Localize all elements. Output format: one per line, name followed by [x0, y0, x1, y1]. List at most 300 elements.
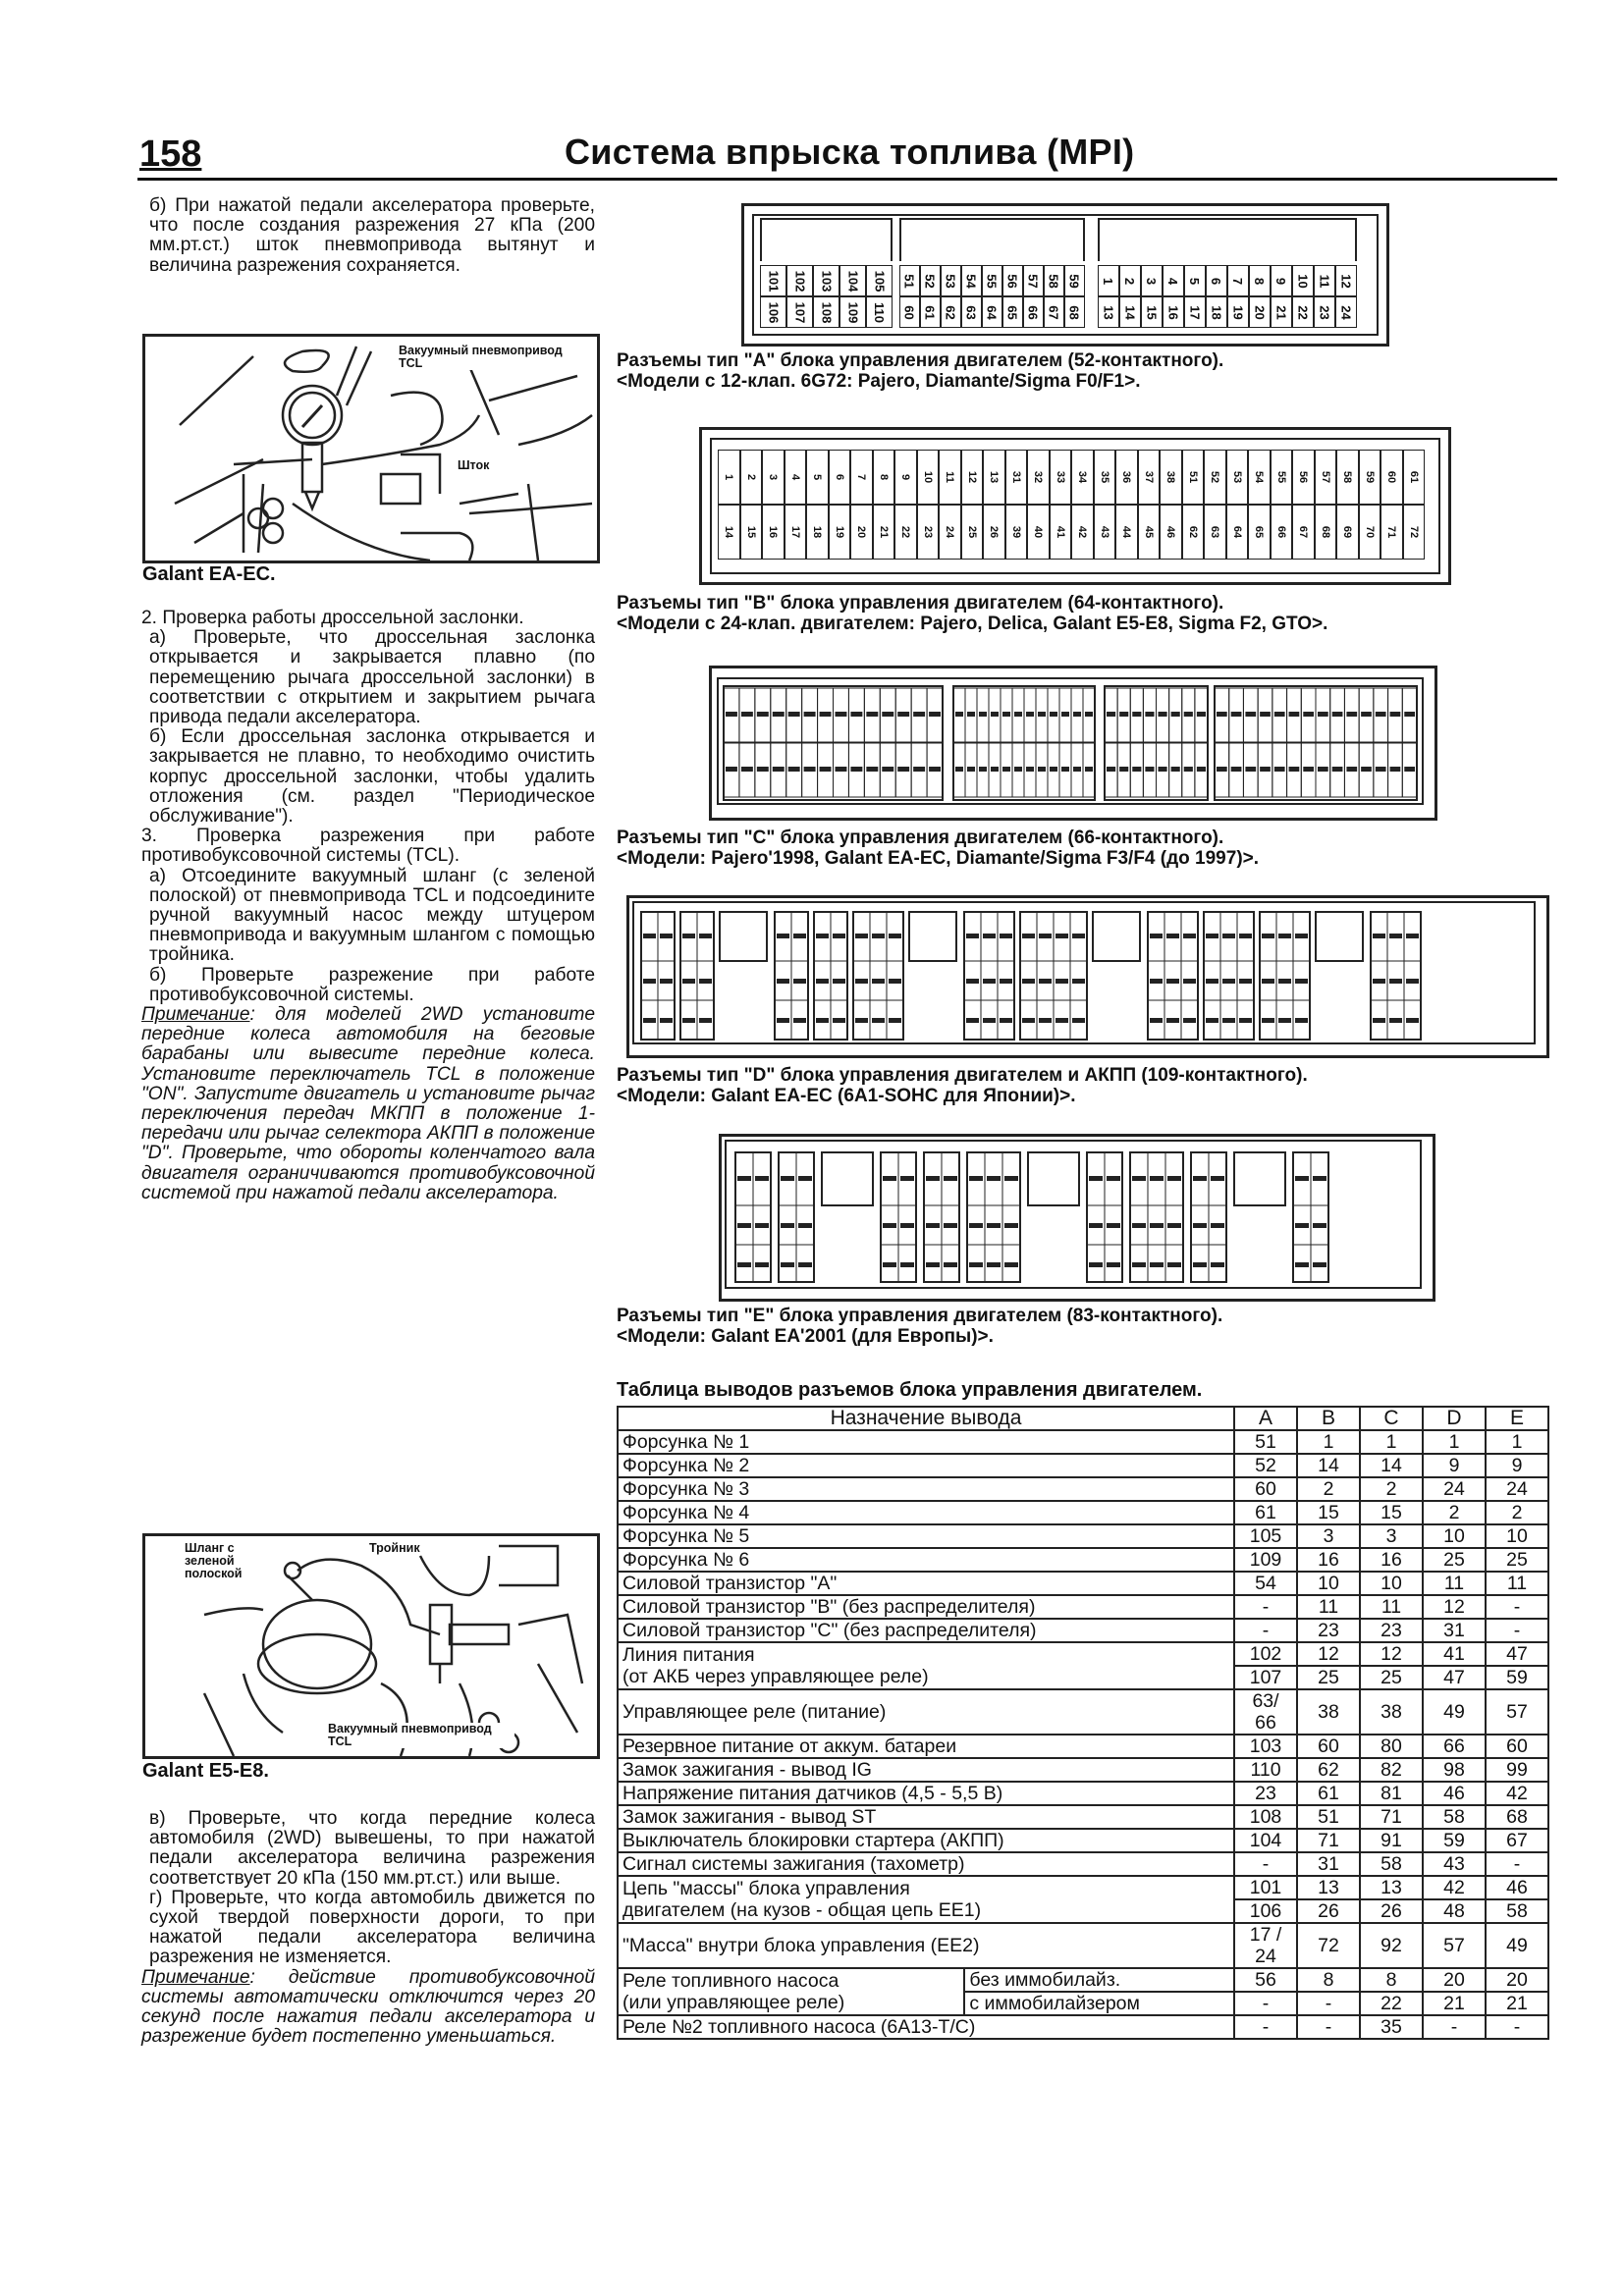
pin-number-mark	[1295, 979, 1308, 984]
pin-number-mark	[1000, 934, 1012, 938]
pin-value-c: 92	[1360, 1923, 1423, 1968]
pin-number-mark	[1184, 712, 1193, 717]
pin-number: 32	[1032, 470, 1045, 484]
connector-pin	[762, 505, 785, 560]
pin-number-mark	[991, 712, 999, 717]
pin-purpose: Форсунка № 4	[618, 1501, 1234, 1524]
pin-number-mark	[1022, 979, 1035, 984]
pin-number-mark	[1014, 767, 1022, 772]
pin-purpose: Форсунка № 3	[618, 1477, 1234, 1501]
table-row	[618, 1430, 1548, 1454]
pin-value-e: 99	[1486, 1758, 1548, 1782]
pin-number-mark	[1183, 1018, 1196, 1023]
pin-number-mark	[1004, 1176, 1018, 1181]
connector-pin	[785, 450, 807, 505]
connector-pin	[1098, 296, 1119, 328]
pin-number-mark	[1184, 767, 1193, 772]
pin-number-mark	[872, 934, 885, 938]
pin-number: 14	[1122, 304, 1138, 320]
pin-number: 6	[1209, 277, 1224, 285]
pin-number-mark	[955, 767, 963, 772]
pin-number-mark	[1211, 1262, 1224, 1267]
connector-pin	[1380, 450, 1403, 505]
pin-value-e: 60	[1486, 1735, 1548, 1758]
pin-number-mark	[1373, 934, 1385, 938]
pin-number: 11	[944, 471, 956, 483]
connector-pin	[894, 450, 917, 505]
pin-value-a: 110	[1234, 1758, 1297, 1782]
pin-number: 54	[1253, 470, 1266, 484]
connector-pin	[1050, 505, 1072, 560]
pin-value-a: 108	[1234, 1805, 1297, 1829]
pin-number: 52	[1209, 470, 1221, 484]
pin-number-mark	[1038, 712, 1046, 717]
pin-number: 68	[1067, 304, 1082, 320]
pin-number-mark	[944, 1176, 957, 1181]
pin-number-mark	[855, 934, 868, 938]
connector-blank-slot	[720, 912, 767, 961]
pin-number: 37	[1142, 470, 1155, 484]
pin-number-mark	[773, 712, 785, 717]
pin-value-e: 47	[1486, 1642, 1548, 1666]
column-header-d: D	[1423, 1407, 1486, 1430]
note-2wd	[141, 1005, 595, 1203]
connector-pin	[920, 296, 941, 328]
connector-pin	[1115, 450, 1138, 505]
figure-galant-ea-ec	[142, 334, 600, 563]
pin-number-mark	[883, 1262, 896, 1267]
pin-value-e: -	[1486, 1595, 1548, 1619]
pin-number: 46	[1164, 525, 1177, 539]
paragraph-throttle-a: а) Проверьте, что дроссельная заслонка открывается и закрывается плавно (по перемещению рычага дроссельной заслонки) в соответствии с открытием и закрытием рычага привода педали акселератора.	[149, 627, 595, 728]
table-row	[618, 1735, 1548, 1758]
pin-value-d: 59	[1423, 1829, 1486, 1852]
pin-value-a: 104	[1234, 1829, 1297, 1852]
pin-number-mark	[1073, 767, 1081, 772]
pin-number-mark	[1072, 1018, 1085, 1023]
pin-value-c: 15	[1360, 1501, 1423, 1524]
pin-number-mark	[1404, 767, 1415, 772]
pin-number-mark	[1150, 1018, 1163, 1023]
pin-value-c: 71	[1360, 1805, 1423, 1829]
connector-pin	[1119, 265, 1141, 296]
pin-number: 7	[855, 473, 868, 481]
connector-pin	[1271, 265, 1292, 296]
pin-number-mark	[1239, 1018, 1252, 1023]
pin-value-d: 58	[1423, 1805, 1486, 1829]
pin-number: 62	[1186, 525, 1199, 539]
pin-value-d: 12	[1423, 1595, 1486, 1619]
pin-value-b: 13	[1297, 1876, 1360, 1899]
pin-number-mark	[793, 934, 806, 938]
pin-number-mark	[816, 979, 829, 984]
pin-number: 31	[1009, 470, 1022, 484]
note-label: Примечание	[141, 1966, 250, 1988]
pin-value-e: 67	[1486, 1829, 1548, 1852]
pin-value-b: 62	[1297, 1758, 1360, 1782]
pin-number-mark	[1107, 1223, 1120, 1228]
pin-number: 63	[1209, 525, 1221, 539]
connector-pin	[1204, 450, 1226, 505]
pin-number-mark	[788, 767, 800, 772]
connector-pin	[740, 450, 763, 505]
pin-number-mark	[1303, 712, 1314, 717]
connector-d-pin-grid	[629, 898, 1541, 1049]
pin-number-mark	[1318, 712, 1328, 717]
pin-number: 3	[767, 473, 780, 481]
pin-purpose: Управляющее реле (питание)	[618, 1689, 1234, 1735]
pin-sub-purpose: без иммобилайз.	[964, 1968, 1234, 1992]
pin-value-b: 2	[1297, 1477, 1360, 1501]
connector-pin	[1315, 505, 1337, 560]
pin-value-e: 9	[1486, 1454, 1548, 1477]
pin-number-mark	[1295, 934, 1308, 938]
connector-pin	[939, 450, 961, 505]
pin-number-mark	[855, 979, 868, 984]
pin-number: 108	[818, 301, 834, 323]
table-row	[618, 1501, 1548, 1524]
pin-purpose: Силовой транзистор "В" (без распределителя)	[618, 1595, 1234, 1619]
connector-pin	[1314, 265, 1335, 296]
pin-number: 67	[1297, 525, 1310, 539]
pin-number-mark	[1406, 1018, 1419, 1023]
pin-number-mark	[1004, 1223, 1018, 1228]
connector-pin	[1160, 450, 1182, 505]
caption-line: Разъемы тип "D" блока управления двигателем и АКПП (109-контактного).	[617, 1065, 1308, 1086]
pin-number: 56	[1297, 470, 1310, 484]
pin-number-mark	[983, 934, 996, 938]
pin-value-b: 72	[1297, 1923, 1360, 1968]
connector-pin	[762, 450, 785, 505]
pin-number-mark	[798, 1262, 812, 1267]
pin-number: 57	[1319, 470, 1331, 484]
pin-number-mark	[1303, 767, 1314, 772]
pin-number-mark	[777, 934, 789, 938]
pin-number: 12	[1338, 273, 1354, 289]
pin-value-d: 31	[1423, 1619, 1486, 1642]
pin-number-mark	[781, 1262, 794, 1267]
pin-number-mark	[798, 1176, 812, 1181]
pin-number: 63	[964, 304, 979, 320]
table-row	[618, 1758, 1548, 1782]
pin-number: 8	[877, 473, 890, 481]
engine-illustration-1	[145, 337, 597, 561]
table-header-row	[618, 1407, 1548, 1430]
pin-number-mark	[699, 934, 712, 938]
connector-pin	[899, 296, 920, 328]
pin-value-d: 49	[1423, 1689, 1486, 1735]
pin-number-mark	[726, 767, 737, 772]
connector-pin	[806, 505, 829, 560]
pin-number-mark	[1132, 1223, 1146, 1228]
pin-number-mark	[883, 1176, 896, 1181]
pin-number-mark	[1166, 979, 1179, 984]
pin-number-mark	[737, 1262, 751, 1267]
caption-line: Разъемы тип "С" блока управления двигателем (66-контактного).	[617, 828, 1224, 848]
pin-number: 58	[1341, 470, 1354, 484]
pin-number-mark	[987, 1262, 1001, 1267]
pin-number-mark	[966, 979, 979, 984]
pin-value-a: 106	[1234, 1899, 1297, 1923]
pin-number-mark	[737, 1223, 751, 1228]
pin-value-d: 1	[1423, 1430, 1486, 1454]
connector-pin	[1064, 265, 1085, 296]
connector-pin	[1271, 450, 1293, 505]
pin-value-b: 1	[1297, 1430, 1360, 1454]
pin-number-mark	[836, 712, 847, 717]
pin-table-title: Таблица выводов разъемов блока управления двигателем.	[617, 1379, 1203, 1401]
pin-number-mark	[1089, 1223, 1103, 1228]
section-tcl-continued	[141, 1809, 595, 2047]
pin-number: 22	[1295, 304, 1311, 320]
pin-value-a: -	[1234, 1852, 1297, 1876]
connector-pin	[1115, 505, 1138, 560]
pin-number-mark	[757, 767, 769, 772]
pin-number-mark	[955, 712, 963, 717]
pin-number: 59	[1363, 470, 1376, 484]
pin-number-mark	[913, 767, 925, 772]
pin-number-mark	[1313, 1176, 1326, 1181]
pin-number: 23	[921, 525, 934, 539]
pin-number-mark	[1159, 712, 1167, 717]
pin-number-mark	[1085, 767, 1093, 772]
pin-number-mark	[850, 712, 862, 717]
pin-value-c: 82	[1360, 1758, 1423, 1782]
pin-value-c: 81	[1360, 1782, 1423, 1805]
connector-pin	[1002, 265, 1023, 296]
connector-pin	[1094, 450, 1116, 505]
pin-number: 61	[1407, 470, 1420, 484]
pin-number-mark	[1211, 1176, 1224, 1181]
caption-line: Разъемы тип "В" блока управления двигателем (64-контактного).	[617, 593, 1224, 614]
pin-number-mark	[1171, 712, 1180, 717]
pin-value-b: 8	[1297, 1968, 1360, 1992]
connector-blank-slot	[1093, 912, 1140, 961]
connector-type-b	[699, 427, 1451, 585]
connector-pin	[1163, 296, 1184, 328]
pin-number: 13	[988, 470, 1001, 484]
pin-number-mark	[755, 1262, 769, 1267]
connector-pin	[829, 450, 851, 505]
pin-number-mark	[1373, 979, 1385, 984]
pin-purpose: Напряжение питания датчиков (4,5 - 5,5 В)	[618, 1782, 1234, 1805]
pin-number-mark	[1002, 712, 1010, 717]
connector-pin	[1206, 265, 1227, 296]
connector-pin	[1071, 505, 1094, 560]
pin-number: 21	[877, 525, 890, 539]
pin-value-c: 22	[1360, 1992, 1423, 2015]
pin-number-mark	[883, 1223, 896, 1228]
pin-number-mark	[926, 1262, 940, 1267]
pin-number-mark	[866, 767, 878, 772]
pin-number-mark	[773, 767, 785, 772]
pin-number-mark	[1222, 1018, 1235, 1023]
pin-purpose	[618, 1642, 1234, 1689]
pin-number-mark	[699, 1018, 712, 1023]
pin-number-mark	[1061, 767, 1069, 772]
page-number: 158	[139, 133, 202, 175]
connector-pin	[813, 265, 839, 296]
pin-purpose	[618, 1968, 964, 2015]
pin-number-mark	[820, 712, 832, 717]
connector-pin	[1141, 296, 1163, 328]
connector-type-a	[741, 203, 1389, 347]
callout-tee: Тройник	[369, 1541, 420, 1555]
connector-type-c	[709, 666, 1437, 821]
pin-value-b: 31	[1297, 1852, 1360, 1876]
pin-number-mark	[1039, 979, 1052, 984]
connector-pin	[1227, 265, 1249, 296]
pin-number-mark	[1145, 712, 1154, 717]
pin-number-mark	[1217, 767, 1227, 772]
pin-number-mark	[777, 979, 789, 984]
pin-number: 68	[1319, 525, 1331, 539]
pin-number-mark	[966, 934, 979, 938]
pin-number-mark	[1197, 712, 1206, 717]
connector-pin	[1138, 505, 1161, 560]
pin-number-mark	[1073, 712, 1081, 717]
paragraph-text: б) При нажатой педали акселератора проверьте, что после создания разрежения 27 кПа (200 мм.рт.ст.) шток пневмопривода вытянут и величина разрежения сохраняется.	[149, 195, 595, 276]
pin-number: 105	[871, 270, 887, 292]
pin-number-mark	[781, 1223, 794, 1228]
connector-pin	[1380, 505, 1403, 560]
pin-number-mark	[816, 934, 829, 938]
connector-pin	[961, 265, 982, 296]
pin-number: 64	[1230, 525, 1243, 539]
pin-number-mark	[889, 979, 901, 984]
pin-value-d: 47	[1423, 1666, 1486, 1689]
pin-number-mark	[1039, 934, 1052, 938]
connector-key-slot	[1098, 218, 1357, 261]
pin-number-mark	[1183, 979, 1196, 984]
pin-number-mark	[900, 1262, 914, 1267]
pin-number: 17	[1187, 304, 1203, 320]
pin-number-mark	[983, 1018, 996, 1023]
pin-value-b: -	[1297, 1992, 1360, 2015]
connector-pin	[1226, 505, 1249, 560]
pin-number: 1	[1101, 277, 1116, 285]
pin-assignment-table	[617, 1406, 1549, 2040]
pin-number-mark	[643, 1018, 656, 1023]
connector-pin	[983, 505, 1005, 560]
pin-value-a: 102	[1234, 1642, 1297, 1666]
pin-number-mark	[1193, 1262, 1207, 1267]
pin-number: 52	[923, 273, 938, 289]
pin-number: 54	[964, 273, 979, 289]
pin-purpose: Резервное питание от аккум. батареи	[618, 1735, 1234, 1758]
connector-pin	[1248, 505, 1271, 560]
connector-pin	[1292, 296, 1314, 328]
connector-pin	[839, 265, 866, 296]
pin-number: 67	[1047, 304, 1061, 320]
pin-number-mark	[1260, 767, 1271, 772]
pin-number: 16	[767, 525, 780, 539]
figure-caption-galant-e5-e8: Galant E5-E8.	[142, 1760, 269, 1782]
pin-value-c: 25	[1360, 1666, 1423, 1689]
pin-number-mark	[737, 1176, 751, 1181]
connector-pin	[1249, 265, 1271, 296]
connector-pin	[899, 265, 920, 296]
pin-number-mark	[944, 1223, 957, 1228]
connector-pin	[1098, 265, 1119, 296]
pin-value-b: 15	[1297, 1501, 1360, 1524]
connector-type-d	[626, 895, 1549, 1058]
connector-pin	[917, 505, 940, 560]
pin-number-mark	[833, 934, 845, 938]
pin-number: 5	[811, 473, 824, 481]
pin-value-d: 21	[1423, 1992, 1486, 2015]
pin-number-mark	[969, 1176, 983, 1181]
pin-number-mark	[1107, 1262, 1120, 1267]
pin-value-e: 11	[1486, 1572, 1548, 1595]
pin-number-mark	[872, 1018, 885, 1023]
pin-number-mark	[755, 1223, 769, 1228]
connector-pin	[1292, 265, 1314, 296]
connector-pin	[1044, 296, 1064, 328]
connector-blank-slot	[909, 912, 956, 961]
pin-value-e: -	[1486, 2015, 1548, 2039]
pin-number-mark	[1119, 767, 1128, 772]
connector-pin	[786, 265, 813, 296]
pin-number: 2	[1122, 277, 1138, 285]
pin-number-mark	[1389, 1018, 1402, 1023]
caption-line: <Модели с 24-клап. двигателем: Pajero, Delica, Galant E5-E8, Sigma F2, GTO>.	[617, 614, 1328, 634]
paragraph-throttle-b: б) Если дроссельная заслонка открывается и закрывается не плавно, то необходимо очистить корпус дроссельной заслонки, чтобы удалить отложения (см. раздел "Периодическое обслуживание").	[149, 726, 595, 828]
table-row	[618, 1477, 1548, 1501]
column-header-e: E	[1486, 1407, 1548, 1430]
pin-value-a: -	[1234, 1992, 1297, 2015]
connector-pin	[866, 265, 893, 296]
pin-number: 41	[1054, 525, 1066, 539]
pin-number-mark	[1239, 934, 1252, 938]
connector-d-caption	[617, 1065, 1559, 1106]
pin-number-mark	[1361, 712, 1372, 717]
pin-number: 101	[765, 270, 781, 292]
pin-number-mark	[1132, 1176, 1146, 1181]
pin-number-mark	[726, 712, 737, 717]
pin-number: 110	[871, 301, 887, 323]
table-row	[618, 1619, 1548, 1642]
pin-number-mark	[699, 979, 712, 984]
pin-purpose: Выключатель блокировки стартера (АКПП)	[618, 1829, 1234, 1852]
pin-number: 55	[985, 273, 1000, 289]
pin-number: 56	[1005, 273, 1020, 289]
pin-number: 34	[1076, 470, 1089, 484]
connector-pin	[982, 265, 1002, 296]
table-row	[618, 2015, 1548, 2039]
pin-purpose: Замок зажигания - вывод ST	[618, 1805, 1234, 1829]
connector-pin	[1027, 505, 1050, 560]
pin-number-mark	[660, 979, 673, 984]
pin-number-mark	[1119, 712, 1128, 717]
connector-e-caption	[617, 1306, 1559, 1347]
header-rule	[137, 178, 1557, 181]
pin-number-mark	[967, 767, 975, 772]
table-row	[618, 1572, 1548, 1595]
pin-purpose: Форсунка № 6	[618, 1548, 1234, 1572]
pin-value-a: 109	[1234, 1548, 1297, 1572]
connector-pin	[983, 450, 1005, 505]
pin-number-mark	[1072, 979, 1085, 984]
pin-number-mark	[1313, 1223, 1326, 1228]
pin-number-mark	[1245, 767, 1256, 772]
pin-number-mark	[1056, 934, 1068, 938]
caption-line: <Модели: Galant EA'2001 (для Европы)>.	[617, 1326, 994, 1347]
pin-number: 102	[791, 270, 807, 292]
connector-pin	[1064, 296, 1085, 328]
pin-value-a: 54	[1234, 1572, 1297, 1595]
pin-number-mark	[816, 1018, 829, 1023]
